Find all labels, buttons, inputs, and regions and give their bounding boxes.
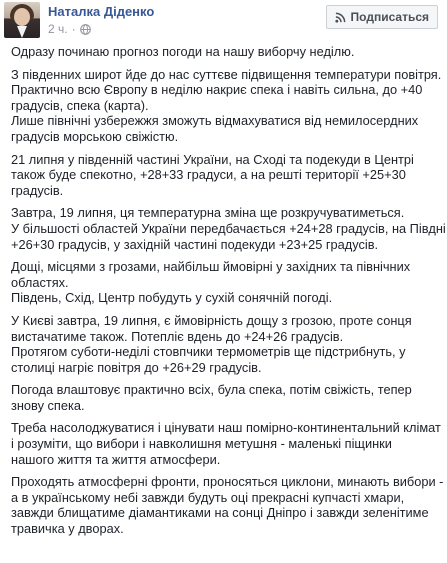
post-text-line: Одразу починаю прогноз погоди на нашу виборчу неділю. — [11, 44, 355, 59]
avatar-collar — [17, 26, 27, 38]
post-text-line: +26+30 градусів, у західній частині подекуди +23+25 градусів. — [11, 236, 379, 252]
author-name[interactable]: Наталка Діденко — [48, 4, 155, 19]
post-text-line: вистачатиме також. Потепліє вдень до +24+26 градусів. — [11, 328, 344, 344]
post-paragraph — [11, 152, 441, 199]
post-text-line: Дощі, місцями з грозами, найбільш ймовірні у західних та північних — [11, 259, 411, 275]
post-text-line: областях. — [11, 274, 69, 290]
post-text-line: Треба насолоджуватися і цінувати наш помірно-континентальний клімат — [11, 420, 441, 436]
post-text-line: градусів, спека (карта). — [11, 97, 149, 113]
author-avatar[interactable] — [4, 2, 40, 38]
post-text-line: Протягом суботи-неділі стовпчики термометрів ще підстрибнуть, у — [11, 344, 406, 360]
post-text-line: Південь, Схід, Центр побудуть у сухій сонячній погоді. — [11, 290, 333, 306]
post-paragraph — [11, 313, 441, 375]
post-text-line: знову спека. — [11, 397, 85, 413]
post-text-line: також буде спекотно, +28+33 градуси, а на решті території +25+30 — [11, 167, 406, 183]
post-paragraph — [11, 44, 441, 60]
post-text-line: У більшості областей України передбачається +24+28 градусів, на Півдні — [11, 220, 446, 236]
post-text-line: У Києві завтра, 19 липня, є ймовірність дощу з грозою, проте сонця — [11, 312, 412, 328]
post-paragraph — [11, 67, 441, 145]
post-text-line: травичка у дворах. — [11, 521, 124, 537]
post-time[interactable]: 2 ч. — [48, 22, 68, 36]
post-paragraph — [11, 382, 441, 413]
post-text-line: завжди блищатиме діамантиками на сонці Дніпро і завжди зеленітиме — [11, 505, 429, 521]
rss-icon — [335, 12, 346, 23]
globe-icon[interactable] — [80, 24, 91, 35]
post-text-line: Завтра, 19 липня, ця температурна зміна ще розкручуватиметься. — [11, 205, 405, 221]
post-paragraph — [11, 420, 441, 467]
post-text-line: Практично всю Європу в неділю накриє спека і навіть сильна, до +40 — [11, 82, 423, 98]
post-text-line: градусів. — [11, 182, 64, 198]
post-paragraph — [11, 474, 444, 537]
post-text-line: і розуміти, що вибори і навколишня метушня - маленькі піщинки — [11, 436, 392, 452]
post-text-line: Погода влаштовує практично всіх, була спека, потім свіжість, тепер — [11, 382, 412, 398]
meta-separator: · — [71, 22, 76, 36]
post-paragraph — [11, 205, 446, 252]
subscribe-button[interactable] — [326, 5, 438, 29]
post-text-line: 21 липня у південній частині України, на Сході та подекуди в Центрі — [11, 151, 414, 167]
avatar-face — [14, 8, 30, 26]
post-paragraph — [11, 259, 441, 306]
post-text-line: столиці нагріє повітря до +26+29 градусів. — [11, 359, 262, 375]
post-text-line: З південних широт йде до нас суттєве підвищення температури повітря. — [11, 66, 442, 82]
subscribe-label: Подписаться — [350, 10, 429, 24]
post-text — [11, 44, 446, 544]
post-header — [0, 0, 447, 40]
post-text-line: нашого життя та життя атмосфери. — [11, 451, 221, 467]
post-text-line: градусів морською свіжістю. — [11, 128, 179, 144]
post-meta — [48, 22, 91, 36]
post-text-line: а в українському небі завжди будуть оці прекрасні купчасті хмари, — [11, 489, 405, 505]
post-text-line: Проходять атмосферні фронти, проносяться циклони, минають вибори - — [11, 474, 444, 490]
post-text-line: Лише північні узбережжя зможуть відмахуватися від немилосердних — [11, 113, 419, 129]
